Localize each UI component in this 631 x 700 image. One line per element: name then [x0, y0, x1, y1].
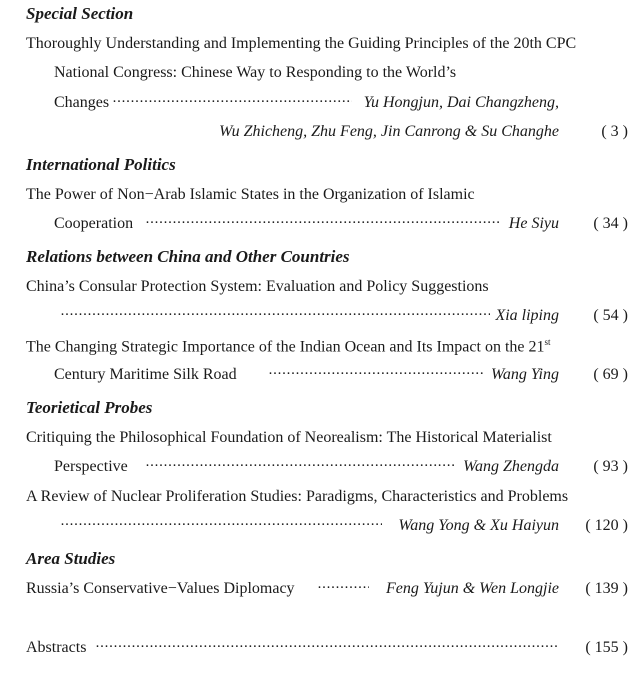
- dot-leader: [145, 215, 500, 231]
- ordinal-superscript: st: [544, 337, 551, 347]
- dot-leader: [95, 639, 557, 655]
- dot-leader: [60, 517, 382, 533]
- entry-title-line[interactable]: [26, 337, 551, 356]
- section-heading-relations: Relations between China and Other Countries: [26, 247, 350, 266]
- dot-leader: [112, 94, 352, 110]
- entry-authors: Wang Ying: [490, 366, 559, 383]
- entry-title-line[interactable]: Perspective: [54, 458, 128, 475]
- entry-title-line[interactable]: Critiquing the Philosophical Foundation of Neorealism: The Historical Materialist: [26, 429, 552, 446]
- entry-authors: Wang Zhengda: [463, 458, 559, 475]
- entry-page-number[interactable]: ( 93 ): [593, 458, 628, 475]
- entry-title-line[interactable]: Russia’s Conservative−Values Diplomacy: [26, 580, 295, 597]
- entry-authors: Wang Yong & Xu Haiyun: [398, 517, 559, 534]
- entry-authors: He Siyu: [508, 215, 559, 232]
- entry-title-text: The Changing Strategic Importance of the Indian Ocean and Its Impact on the 21: [26, 338, 545, 356]
- entry-page-number[interactable]: ( 120 ): [585, 517, 628, 534]
- entry-page-number[interactable]: ( 34 ): [593, 215, 628, 232]
- entry-title-line[interactable]: Changes: [54, 94, 110, 111]
- dot-leader: [145, 458, 455, 474]
- entry-page-number[interactable]: ( 54 ): [593, 307, 628, 324]
- section-heading-area-studies: Area Studies: [26, 549, 116, 568]
- entry-title-line[interactable]: China’s Consular Protection System: Evaluation and Policy Suggestions: [26, 278, 489, 295]
- dot-leader: [60, 307, 490, 323]
- entry-authors: Xia liping: [495, 307, 559, 324]
- entry-authors: Wu Zhicheng, Zhu Feng, Jin Canrong & Su Changhe: [219, 123, 559, 140]
- section-heading-international-politics: International Politics: [26, 155, 176, 174]
- entry-page-number[interactable]: ( 139 ): [585, 580, 628, 597]
- dot-leader: [268, 366, 484, 382]
- entry-title-line[interactable]: Cooperation: [54, 215, 134, 232]
- entry-title-line[interactable]: The Power of Non−Arab Islamic States in the Organization of Islamic: [26, 186, 475, 203]
- section-heading-theoretical-probes: Teorietical Probes: [26, 398, 153, 417]
- entry-page-number[interactable]: ( 69 ): [593, 366, 628, 383]
- entry-authors: Yu Hongjun, Dai Changzheng,: [363, 94, 559, 111]
- section-heading-special: Special Section: [26, 4, 134, 23]
- entry-title-line[interactable]: National Congress: Chinese Way to Responding to the World’s: [54, 64, 457, 81]
- entry-authors: Feng Yujun & Wen Longjie: [385, 580, 559, 597]
- abstracts-label[interactable]: Abstracts: [26, 639, 87, 656]
- entry-title-line[interactable]: Century Maritime Silk Road: [54, 366, 237, 383]
- entry-title-line[interactable]: A Review of Nuclear Proliferation Studies: Paradigms, Characteristics and Problems: [26, 488, 569, 505]
- entry-page-number[interactable]: ( 3 ): [601, 123, 628, 140]
- dot-leader: [317, 580, 369, 596]
- entry-title-line[interactable]: Thoroughly Understanding and Implementing the Guiding Principles of the 20th CPC: [26, 35, 577, 52]
- abstracts-page-number[interactable]: ( 155 ): [585, 639, 628, 656]
